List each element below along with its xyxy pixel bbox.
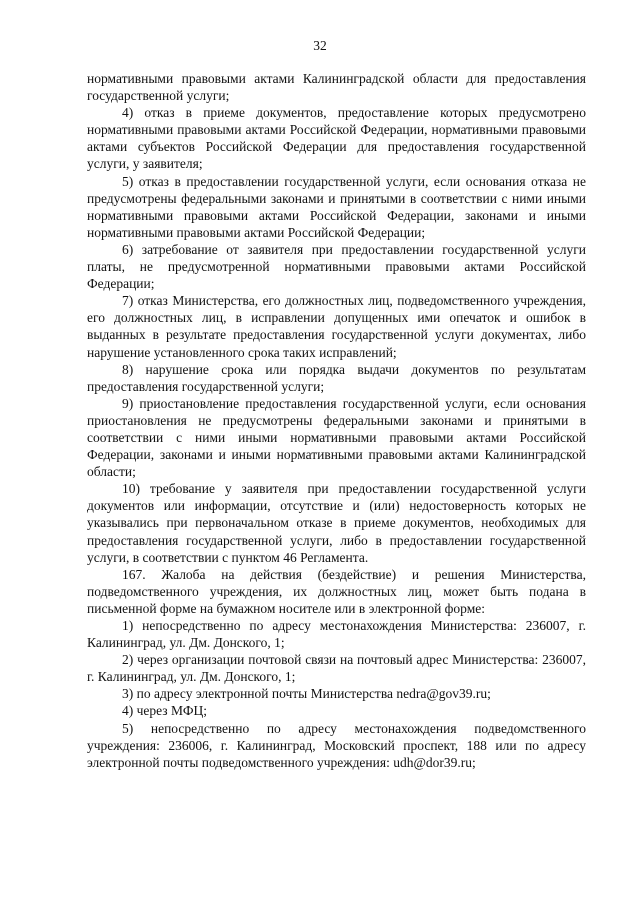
page-number: 32 — [313, 38, 327, 53]
submission-item-4: 4) через МФЦ; — [122, 703, 208, 719]
list-item-4: 4) отказ в приеме документов, предоставление которых предусмотрено нормативными правовыми актами Российской Федерации, нормативными правовыми актами субъектов Российской Федерации для предоставления государственной услуги, у заявителя; — [87, 105, 586, 172]
list-item-8: 8) нарушение срока или порядка выдачи документов по результатам предоставления государственной услуги; — [87, 361, 586, 394]
submission-item-3: 3) по адресу электронной почты Министерства nedra@gov39.ru; — [122, 686, 491, 702]
submission-item-2: 2) через организации почтовой связи на почтовый адрес Министерства: 236007, г. Калининград, ул. Дм. Донского, 1; — [87, 652, 586, 685]
list-item-5: 5) отказ в предоставлении государственной услуги, если основания отказа не предусмотрены федеральными законами и принятыми в соответствии с ними иными нормативными правовыми актами Российской Федерации, законами и иными нормативными правовыми актами Российской Федерации; — [87, 173, 586, 240]
list-item-7: 7) отказ Министерства, его должностных лиц, подведомственного учреждения, его должностных лиц, в исправлении допущенных ими опечаток и ошибок в выданных в результате предоставления государственной услуги документах, либо нарушение установленного срока таких исправлений; — [87, 293, 586, 360]
submission-item-5: 5) непосредственно по адресу местонахождения подведомственного учреждения: 236006, г. Калининград, Московский проспект, 188 или по адресу электронной почты подведомственного учреждения: udh@dor39.ru; — [87, 720, 586, 770]
list-item-10: 10) требование у заявителя при предоставлении государственной услуги документов или информации, отсутствие и (или) недостоверность которых не указывались при первоначальном отказе в приеме документов, необходимых для предоставления государственной услуги, либо в предоставлении государственной услуги, в соответствии с пунктом 46 Регламента. — [87, 481, 586, 565]
submission-item-1: 1) непосредственно по адресу местонахождения Министерства: 236007, г. Калининград, ул. Дм. Донского, 1; — [87, 618, 586, 651]
clause-167: 167. Жалоба на действия (бездействие) и решения Министерства, подведомственного учреждения, их должностных лиц, может быть подана в письменной форме на бумажном носителе или в электронной форме: — [87, 566, 586, 616]
paragraph-continuation: нормативными правовыми актами Калининградской области для предоставления государственной услуги; — [87, 71, 586, 104]
list-item-6: 6) затребование от заявителя при предоставлении государственной услуги платы, не предусмотренной нормативными правовыми актами Российской Федерации; — [87, 241, 586, 292]
list-item-9: 9) приостановление предоставления государственной услуги, если основания приостановления не предусмотрены федеральными законами и принятыми в соответствии с ними иными нормативными правовыми актами Российской Федерации, законами и иными нормативными правовыми актами Калининградской области; — [87, 395, 586, 480]
document-body — [87, 70, 586, 771]
